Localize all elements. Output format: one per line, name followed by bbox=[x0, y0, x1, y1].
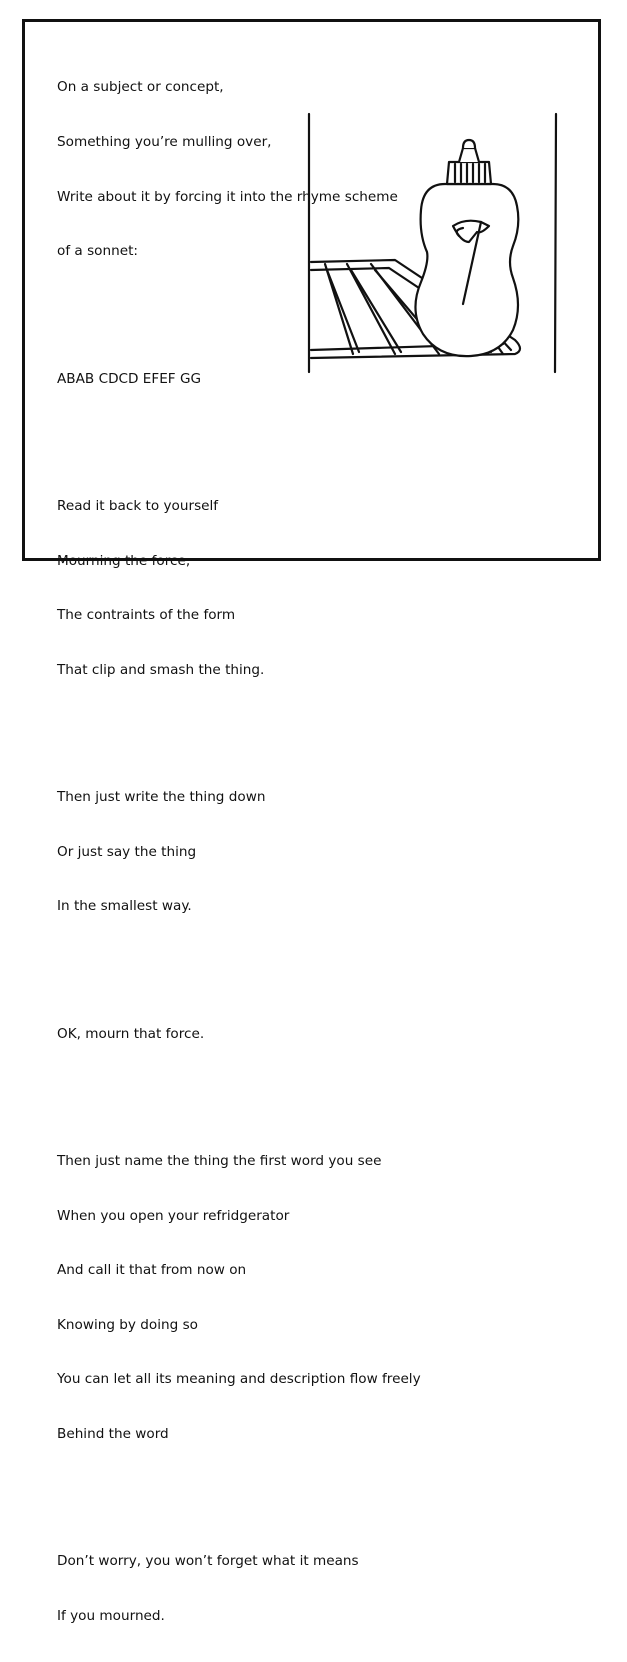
stanza-gap bbox=[57, 1079, 421, 1097]
poem-line: Write about it by forcing it into the rhyme scheme bbox=[57, 188, 398, 205]
poem-line: OK, mourn that force. bbox=[57, 1025, 205, 1042]
poem-line: Read it back to yourself bbox=[57, 497, 219, 514]
poem-card bbox=[22, 19, 601, 1625]
poem-line: When you open your refridgerator bbox=[57, 1207, 290, 1224]
poem-line: Then just write the thing down bbox=[57, 789, 266, 806]
poem-line: That clip and smash the thing. bbox=[57, 661, 265, 678]
stanza-gap bbox=[57, 1480, 421, 1498]
poem-line: And call it that from now on bbox=[57, 1262, 247, 1279]
bottle-nozzle bbox=[459, 148, 479, 162]
poem-line: If you mourned. bbox=[57, 1608, 165, 1625]
poem-line: Then just name the thing the first word you see bbox=[57, 1153, 382, 1170]
poem-line: You can let all its meaning and description flow freely bbox=[57, 1371, 421, 1388]
poem-line: Don’t worry, you won’t forget what it means bbox=[57, 1553, 359, 1570]
stanza-gap bbox=[57, 952, 421, 970]
poem-line: of a sonnet: bbox=[57, 243, 138, 260]
poem-line: Behind the word bbox=[57, 1426, 169, 1443]
poem-line: Or just say the thing bbox=[57, 843, 197, 860]
fridge-wall-right bbox=[555, 114, 556, 372]
bottle-body bbox=[415, 184, 518, 356]
poem-line: Knowing by doing so bbox=[57, 1316, 198, 1333]
poem-line: The contraints of the form bbox=[57, 607, 236, 624]
poem-line: Something you’re mulling over, bbox=[57, 134, 272, 150]
stanza-gap bbox=[57, 424, 421, 442]
condiment-bottle-in-fridge-icon bbox=[303, 114, 593, 384]
stanza-gap bbox=[57, 715, 421, 733]
poem-line: In the smallest way. bbox=[57, 898, 192, 915]
poem-line: On a subject or concept, bbox=[57, 79, 224, 96]
poem-line: Mourning the force, bbox=[57, 552, 191, 569]
rhyme-scheme-line: ABAB CDCD EFEF GG bbox=[57, 370, 202, 387]
